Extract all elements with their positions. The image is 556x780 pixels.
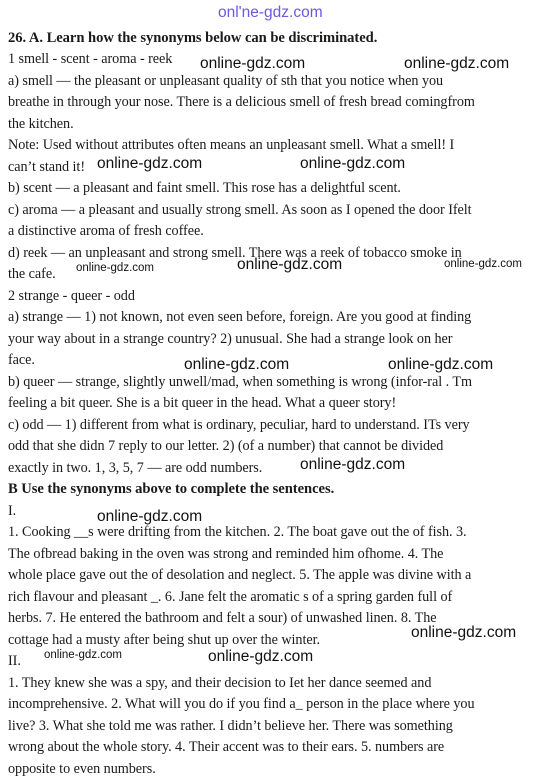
watermark: online-gdz.com bbox=[300, 155, 406, 172]
synonym-group-1-heading: 1 smell - scent - aroma - reek bbox=[8, 51, 173, 67]
text-line: your way about in a strange country? 2) unusual. She had a strange look on her bbox=[8, 331, 453, 347]
text-line: b) scent — a pleasant and faint smell. This rose has a delightful scent. bbox=[8, 180, 401, 196]
watermark: online-gdz.com bbox=[404, 55, 510, 72]
text-line: exactly in two. 1, 3, 5, 7 — are odd numbers. bbox=[8, 460, 263, 476]
text-line: The ofbread baking in the oven was strong and reminded him ofhome. 4. The bbox=[8, 546, 444, 562]
text-line: herbs. 7. He entered the bathroom and felt a sour) of unwashed linen. 8. The bbox=[8, 610, 437, 626]
header-watermark: onl'ne-gdz.com bbox=[218, 4, 323, 21]
watermark: online-gdz.com bbox=[97, 155, 203, 172]
text-line: face. bbox=[8, 352, 35, 368]
text-line: the cafe. bbox=[8, 266, 56, 282]
part-2-label: II. bbox=[8, 653, 21, 669]
text-line: d) reek — an unpleasant and strong smell. There was a reek of tobacco smoke in bbox=[8, 245, 462, 261]
watermark: online-gdz.com bbox=[237, 256, 343, 273]
synonym-group-2-heading: 2 strange - queer - odd bbox=[8, 288, 135, 304]
text-line: a distinctive aroma of fresh coffee. bbox=[8, 223, 204, 239]
watermark: online-gdz.com bbox=[444, 258, 522, 270]
text-line: Note: Used without attributes often means an unpleasant smell. What a smell! I bbox=[8, 137, 455, 153]
watermark: online-gdz.com bbox=[184, 356, 290, 373]
text-line: 1. They knew she was a spy, and their decision to Iet her dance seemed and bbox=[8, 675, 432, 691]
section-b-heading: B Use the synonyms above to complete the sentences. bbox=[8, 481, 335, 497]
watermark: online-gdz.com bbox=[200, 55, 306, 72]
text-line: c) aroma — a pleasant and usually strong smell. As soon as I opened the door Ifelt bbox=[8, 202, 472, 218]
text-line: incomprehensive. 2. What will you do if you find a_ person in the place where you bbox=[8, 696, 475, 712]
text-line: live? 3. What she told me was rather. I didn’t believe her. There was something bbox=[8, 718, 453, 734]
text-line: cottage had a musty after being shut up over the winter. bbox=[8, 632, 320, 648]
watermark: online-gdz.com bbox=[76, 262, 154, 274]
watermark: online-gdz.com bbox=[97, 508, 203, 525]
watermark: online-gdz.com bbox=[208, 648, 314, 665]
watermark: online-gdz.com bbox=[411, 624, 517, 641]
text-line: whole place gave out the of desolation and neglect. 5. The apple was divine with a bbox=[8, 567, 472, 583]
text-line: 1. Cooking __s were drifting from the kitchen. 2. The boat gave out the of fish. 3. bbox=[8, 524, 467, 540]
exercise-title: 26. A. Learn how the synonyms below can be discriminated. bbox=[8, 30, 378, 46]
watermark: online-gdz.com bbox=[388, 356, 494, 373]
text-line: odd that she didn 7 reply to our letter. 2) (of a number) that cannot be divided bbox=[8, 438, 444, 454]
text-line: opposite to even numbers. bbox=[8, 761, 156, 777]
text-line: feeling a bit queer. She is a bit queer in the head. What a queer story! bbox=[8, 395, 397, 411]
text-line: c) odd — 1) different from what is ordinary, peculiar, hard to understand. ITs very bbox=[8, 417, 470, 433]
watermark: online-gdz.com bbox=[44, 649, 122, 661]
text-line: rich flavour and pleasant _. 6. Jane felt the aromatic s of a spring garden full of bbox=[8, 589, 453, 605]
text-line: breathe in through your nose. There is a delicious smell of fresh bread comingfrom bbox=[8, 94, 475, 110]
text-line: can’t stand it! bbox=[8, 159, 85, 175]
text-line: b) queer — strange, slightly unwell/mad, when something is wrong (infor-ral . Tm bbox=[8, 374, 472, 390]
part-1-label: I. bbox=[8, 503, 17, 519]
text-line: wrong about the whole story. 4. Their accent was to their ears. 5. numbers are bbox=[8, 739, 445, 755]
text-line: a) smell — the pleasant or unpleasant quality of sth that you notice when you bbox=[8, 73, 444, 89]
watermark: online-gdz.com bbox=[300, 456, 406, 473]
text-line: a) strange — 1) not known, not even seen before, foreign. Are you good at finding bbox=[8, 309, 472, 325]
text-line: the kitchen. bbox=[8, 116, 74, 132]
